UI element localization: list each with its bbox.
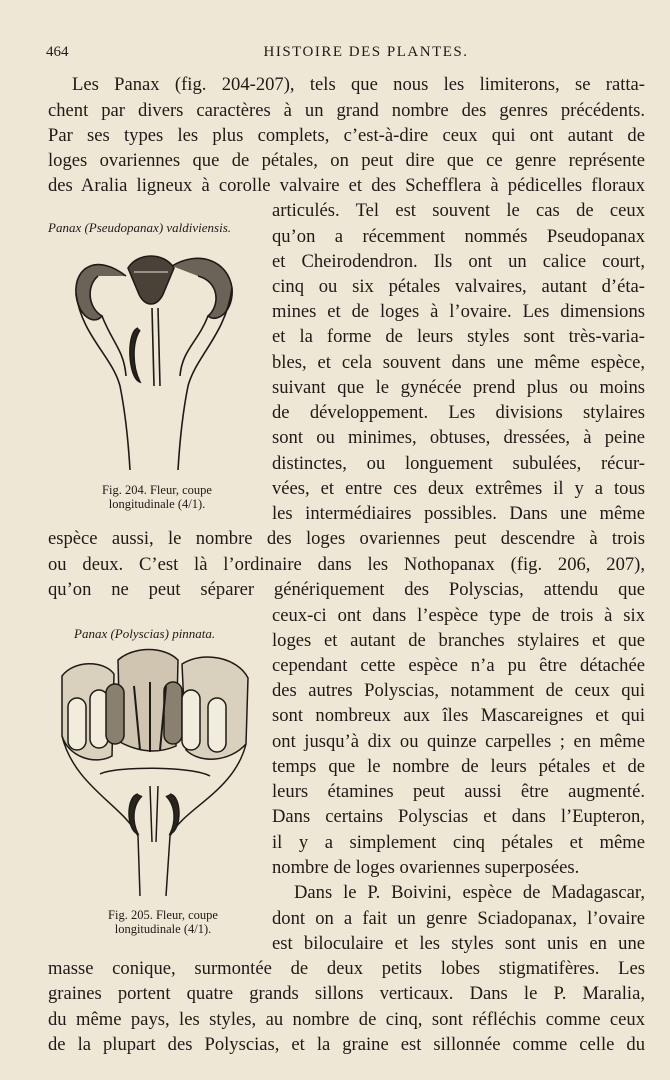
text-line: et la forme de leurs styles sont très-varia-: [272, 326, 645, 347]
text-line: temps que le nombre de leurs pétales et de: [272, 756, 645, 777]
text-line: mines et de loges à l’ovaire. Les dimensions: [272, 301, 645, 322]
page-header: [46, 44, 646, 66]
text-line: Les Panax (fig. 204-207), tels que nous les limiterons, se ratta-: [72, 74, 645, 95]
text-line: sont ou minimes, obtuses, dressées, à peine: [272, 427, 645, 448]
text-line: Dans le P. Boivini, espèce de Madagascar,: [294, 882, 645, 903]
text-line: suivant que le gynécée prend plus ou moins: [272, 377, 645, 398]
text-line: graines portent quatre grands sillons verticaux. Dans le P. Maralia,: [48, 983, 645, 1004]
text-line: des Aralia ligneux à corolle valvaire et des Schefflera à pédicelles floraux: [48, 175, 645, 196]
text-line: articulés. Tel est souvent le cas de ceux: [272, 200, 645, 221]
text-line: du même pays, les styles, au nombre de cinq, sont réfléchis comme ceux: [48, 1009, 645, 1030]
text-line: nombre de loges ovariennes superposées.: [272, 857, 580, 878]
text-line: distinctes, ou longuement subulées, récur-: [272, 453, 645, 474]
figure-204-title: Panax (Pseudopanax) valdiviensis.: [48, 220, 232, 235]
text-line: masse conique, surmontée de deux petits lobes stigmatifères. Les: [48, 958, 645, 979]
text-line: sont nombreux aux îles Mascareignes et qui: [272, 705, 645, 726]
text-line: les intermédiaires possibles. Dans une même: [272, 503, 645, 524]
text-line: ceux-ci ont dans l’espèce type de trois à six: [272, 605, 645, 626]
text-line: leurs étamines peut aussi être augmenté.: [272, 781, 645, 802]
text-line: vées, et entre ces deux extrêmes il y a tous: [272, 478, 645, 499]
text-line: qu’on ne peut séparer génériquement des Polyscias, attendu que: [48, 579, 645, 600]
text-line: espèce aussi, le nombre des loges ovariennes peut descendre à trois: [48, 528, 645, 549]
figure-205-caption-line2: longitudinale (4/1).: [114, 922, 212, 936]
text-line: Dans certains Polyscias et dans l’Eupteron,: [272, 806, 645, 827]
figure-205-title: Panax (Polyscias) pinnata.: [74, 626, 216, 641]
text-line: des autres Polyscias, notamment de ceux qui: [272, 680, 645, 701]
text-line: cependant cette espèce n’a pu être détachée: [272, 655, 645, 676]
text-line: loges ovariennes que de pétales, on peut dire que ce genre représente: [48, 150, 645, 171]
page-number: 464: [46, 44, 69, 60]
text-line: ont jusqu’à dix ou quinze carpelles ; en même: [272, 731, 645, 752]
text-line: Par ses types les plus complets, c’est-à-dire ceux qui ont autant de: [48, 125, 645, 146]
text-line: loges et autant de branches stylaires et que: [272, 630, 645, 651]
text-line: de développement. Les divisions stylaires: [272, 402, 645, 423]
figure-205-illustration: [54, 646, 258, 898]
figure-205-caption-line1: Fig. 205. Fleur, coupe: [108, 908, 218, 922]
figure-204-illustration: [68, 246, 240, 476]
figure-204-caption-line2: longitudinale (4/1).: [108, 497, 206, 511]
text-line: bles, et cela souvent dans une même espèce,: [272, 352, 645, 373]
text-line: ou deux. C’est là l’ordinaire dans les Nothopanax (fig. 206, 207),: [48, 554, 645, 575]
text-line: chent par divers caractères à un grand nombre des genres précédents.: [48, 100, 645, 121]
text-line: dont on a fait un genre Sciadopanax, l’ovaire: [272, 908, 645, 929]
text-line: il y a simplement cinq pétales et même: [272, 832, 645, 853]
text-line: et Cheirodendron. Ils ont un calice court,: [272, 251, 645, 272]
text-line: cinq ou six pétales valvaires, autant d’éta-: [272, 276, 645, 297]
figure-204-caption-line1: Fig. 204. Fleur, coupe: [102, 483, 212, 497]
text-line: de la plupart des Polyscias, et la graine est sillonnée comme celle du: [48, 1034, 645, 1055]
running-head: HISTOIRE DES PLANTES.: [263, 44, 469, 60]
text-line: est biloculaire et les styles sont unis en une: [272, 933, 645, 954]
text-line: qu’on a récemment nommés Pseudopanax: [272, 226, 645, 247]
